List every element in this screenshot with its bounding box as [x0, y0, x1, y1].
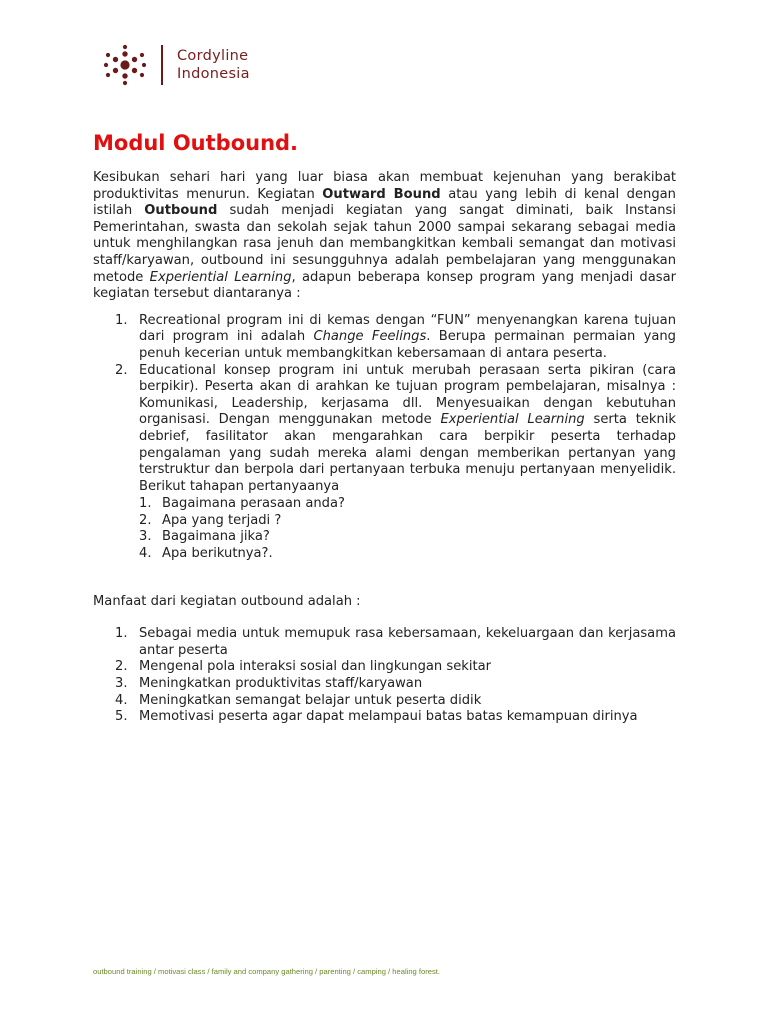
intro-italic-1: Experiential Learning — [149, 269, 292, 285]
question-text: Bagaimana perasaan anda? — [162, 496, 345, 512]
intro-bold-2: Outbound — [144, 203, 218, 219]
list-item — [93, 313, 676, 363]
list-item — [93, 676, 676, 693]
benefit-text: Mengenal pola interaksi sosial dan lingkungan sekitar — [139, 659, 492, 675]
list-number: 4. — [115, 692, 128, 708]
question-text: Bagaimana jika? — [162, 529, 270, 545]
benefits-heading: Manfaat dari kegiatan outbound adalah : — [93, 593, 361, 609]
intro-text-1: Kesibukan sehari hari yang luar biasa akan membuat kejenuhan yang berakibat produktivitas menurun. Kegiatan — [93, 170, 676, 202]
list-item — [93, 693, 676, 710]
intro-text-2: atau yang lebih di kenal dengan istilah — [93, 186, 676, 219]
list-item — [93, 363, 676, 563]
document-body — [93, 170, 676, 726]
benefit-text: Memotivasi peserta agar dapat melampaui batas batas kemampuan dirinya — [139, 709, 638, 725]
logo-divider — [161, 45, 163, 85]
concept-text-2: . Berupa permainan permaian yang penuh kecerian untuk membangkitkan kebersamaan di antara peserta. — [139, 329, 676, 361]
concept-text-1: Recreational program ini di kemas dengan “FUN” menyenangkan karena tujuan dari program ini adalah — [139, 312, 676, 345]
list-item — [93, 659, 676, 676]
cordyline-flower-icon — [103, 44, 147, 86]
question-list — [139, 496, 676, 562]
list-item — [139, 513, 676, 530]
page-title: Modul Outbound. — [93, 131, 299, 155]
question-text: Apa berikutnya?. — [162, 546, 273, 562]
list-item — [139, 546, 676, 563]
list-number: 3. — [115, 676, 128, 692]
question-text: Apa yang terjadi ? — [162, 512, 282, 528]
intro-bold-1: Outward Bound — [322, 186, 441, 202]
list-number: 2. — [115, 362, 128, 378]
list-item — [139, 496, 676, 513]
benefit-text: Sebagai media untuk memupuk rasa kebersamaan, kekeluargaan dan kerjasama antar peserta — [139, 626, 676, 658]
list-number: 4. — [139, 546, 152, 562]
list-item — [139, 529, 676, 546]
brand-logo — [103, 44, 250, 86]
list-number: 1. — [115, 312, 128, 328]
list-number: 2. — [115, 659, 128, 675]
benefits-list — [93, 626, 676, 726]
brand-name — [177, 47, 250, 83]
list-number: 3. — [139, 529, 152, 545]
intro-paragraph — [93, 170, 676, 303]
list-number: 1. — [139, 496, 152, 512]
concept-text-2: serta teknik debrief, fasilitator akan mengarahkan cara berpikir peserta terhadap pengalaman yang sudah mereka alami dengan memberikan pertanyan yang terstruktur dan berpola dari pertanyaan terbuka menuju pertanyaan menyelidik. Berikut tahapan pertanyaanya — [139, 412, 676, 494]
intro-text-3: sudah menjadi kegiatan yang sangat diminati, baik Instansi Pemerintahan, swasta dan sekolah sejak tahun 2000 sampai sekarang sebagai media untuk menghilangkan rasa jenuh dan membangkitkan kembali semangat dan motivasi staff/karyawan, outbound ini sesungguhnya adalah pembelajaran yang menggunakan metode — [93, 203, 677, 285]
brand-line-1: Cordyline — [177, 48, 249, 64]
list-number: 5. — [115, 709, 128, 725]
concept-list — [93, 313, 676, 563]
brand-line-2: Indonesia — [177, 66, 250, 82]
list-number: 1. — [115, 626, 128, 642]
concept-italic: Change Feelings — [313, 329, 427, 345]
concept-text-1: Educational konsep program ini untuk merubah perasaan serta pikiran (cara berpikir). Peserta akan di arahkan ke tujuan program pembelajaran, misalnya : Komunikasi, Leadership, kerjasama dll. Menyesuaikan dengan kebutuhan organisasi. Dengan menggunakan metode — [139, 362, 676, 428]
list-item — [93, 709, 676, 726]
intro-text-4: , adapun beberapa konsep program yang menjadi dasar kegiatan tersebut diantaranya : — [93, 269, 676, 302]
list-item — [93, 626, 676, 659]
concept-italic: Experiential Learning — [440, 412, 585, 428]
footer-tagline: outbound training / motivasi class / family and company gathering / parenting / camping / healing forest. — [93, 967, 440, 976]
benefit-text: Meningkatkan produktivitas staff/karyawan — [139, 676, 423, 692]
list-number: 2. — [139, 512, 152, 528]
benefit-text: Meningkatkan semangat belajar untuk peserta didik — [139, 692, 482, 708]
